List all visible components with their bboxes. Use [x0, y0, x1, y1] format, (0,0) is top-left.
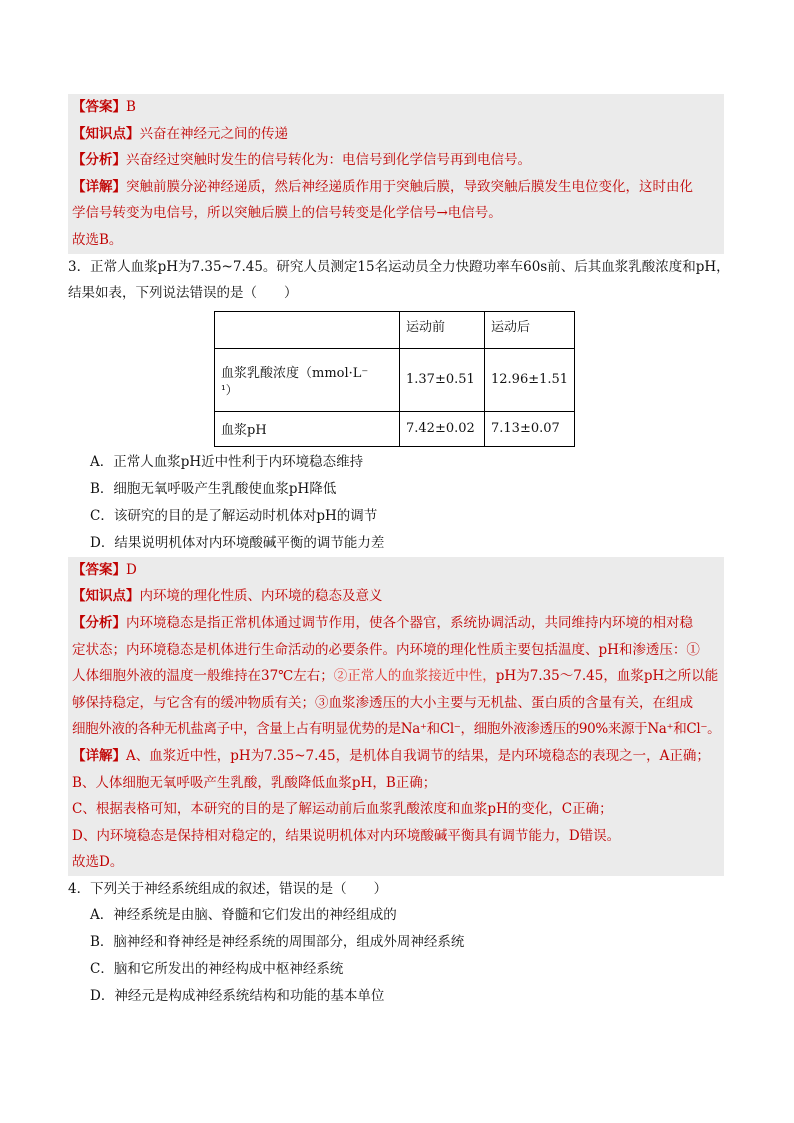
detail-text: A、血浆近中性，pH为7.35~7.45，是机体自我调节的结果，是内环境稳态的表现之一，A正确；: [126, 747, 710, 764]
q3-option-a[interactable]: A．正常人血浆pH近中性利于内环境稳态维持: [90, 453, 364, 470]
analysis-line-4: 够保持稳定，与它含有的缓冲物质有关；③血浆渗透压的大小主要与无机盐、蛋白质的含量有关，在组成: [72, 694, 693, 711]
row-label: 血浆pH: [215, 411, 400, 446]
detail-text: 突触前膜分泌神经递质，然后神经递质作用于突触后膜，导致突触后膜发生电位变化，这时由化: [126, 178, 693, 195]
q2-answer-block: [68, 94, 724, 254]
analysis-line-5: 细胞外液的各种无机盐离子中，含量上占有明显优势的是Na⁺和Cl⁻，细胞外液渗透压的90%来源于Na⁺和Cl⁻。: [72, 721, 721, 738]
q4-option-d[interactable]: D．神经元是构成神经系统结构和功能的基本单位: [90, 988, 385, 1005]
conclusion-line: 故选B。: [72, 231, 123, 248]
row-before-value: 7.42±0.02: [400, 411, 485, 446]
detail-tag: 【详解】: [72, 178, 126, 195]
q4-option-b[interactable]: B．脑神经和脊神经是神经系统的周围部分，组成外周神经系统: [90, 934, 465, 951]
analysis-tag: 【分析】: [72, 614, 126, 631]
detail-line-2: 学信号转变为电信号，所以突触后膜上的信号转变是化学信号→电信号。: [72, 205, 502, 222]
answer-line: [72, 94, 720, 121]
q3-stem-line-1: 3．正常人血浆pH为7.35~7.45。研究人员测定15名运动员全力快蹬功率车60s前、后其血浆乳酸浓度和pH，: [68, 258, 730, 275]
q3-option-b[interactable]: B．细胞无氧呼吸产生乳酸使血浆pH降低: [90, 480, 337, 497]
detail-line-1: [72, 743, 720, 770]
detail-line-4: D、内环境稳态是保持相对稳定的，结果说明机体对内环境酸碱平衡具有调节能力，D错误。: [72, 827, 621, 844]
detail-tag: 【详解】: [72, 747, 126, 764]
analysis-text: 内环境稳态是指正常机体通过调节作用，使各个器官，系统协调活动，共同维持内环境的相对稳: [126, 614, 693, 631]
row-label: [215, 348, 400, 411]
q3-option-d[interactable]: D．结果说明机体对内环境酸碱平衡的调节能力差: [90, 534, 385, 551]
analysis-line-2: 定状态；内环境稳态是机体进行生命活动的必要条件。内环境的理化性质主要包括温度、pH和渗透压：①: [72, 641, 700, 658]
analysis-tag: 【分析】: [72, 152, 126, 169]
q3-answer-block: [68, 557, 724, 876]
knowledge-text: 兴奋在神经元之间的传递: [139, 125, 288, 142]
q4-option-c[interactable]: C．脑和它所发出的神经构成中枢神经系统: [90, 961, 344, 978]
analysis-line: [72, 147, 720, 174]
answer-line: [72, 557, 720, 584]
knowledge-tag: 【知识点】: [72, 125, 140, 142]
table-header-empty: [215, 311, 400, 348]
analysis-line-1: [72, 610, 720, 637]
q3-option-c[interactable]: C．该研究的目的是了解运动时机体对pH的调节: [90, 507, 378, 524]
answer-tag: 【答案】: [72, 561, 126, 578]
table-row: [215, 411, 575, 446]
analysis-text: 兴奋经过突触时发生的信号转化为：电信号到化学信号再到电信号。: [126, 152, 531, 169]
knowledge-tag: 【知识点】: [72, 588, 140, 605]
knowledge-line: [72, 121, 720, 148]
table-row: [215, 348, 575, 411]
q4-stem: 4．下列关于神经系统组成的叙述，错误的是（ ）: [68, 880, 388, 897]
detail-line-2: B、人体细胞无氧呼吸产生乳酸，乳酸降低血浆pH，B正确；: [72, 774, 437, 791]
analysis-segment-highlight: ②正常人的血浆接近中性，: [333, 668, 496, 685]
analysis-segment: pH为7.35～7.45，血浆pH之所以能: [495, 668, 719, 685]
knowledge-line: [72, 583, 720, 610]
knowledge-text: 内环境的理化性质、内环境的稳态及意义: [139, 588, 383, 605]
answer-value: D: [126, 561, 137, 578]
conclusion-line: 故选D。: [72, 854, 124, 871]
table-header-after: 运动后: [485, 311, 575, 348]
analysis-line-3: [72, 663, 720, 690]
analysis-segment: 人体细胞外液的温度一般维持在37℃左右；: [72, 668, 334, 685]
detail-line-1: [72, 174, 720, 201]
answer-tag: 【答案】: [72, 99, 126, 115]
answer-value: B: [126, 99, 136, 115]
row-label-line-1: 血浆乳酸浓度（mmol·L⁻: [221, 365, 369, 381]
q4-option-a[interactable]: A．神经系统是由脑、脊髓和它们发出的神经组成的: [90, 907, 397, 924]
table-header-before: 运动前: [400, 311, 485, 348]
table-header-row: [215, 311, 575, 348]
row-after-value: 7.13±0.07: [485, 411, 575, 446]
row-label-line-2: ¹）: [221, 382, 238, 397]
detail-line-3: C、根据表格可知，本研究的目的是了解运动前后血浆乳酸浓度和血浆pH的变化，C正确；: [72, 801, 613, 818]
row-before-value: 1.37±0.51: [400, 348, 485, 411]
q3-data-table: [214, 311, 575, 447]
document-page: [68, 94, 730, 1010]
q3-stem-line-2: 结果如表，下列说法错误的是（ ）: [68, 285, 298, 302]
row-after-value: 12.96±1.51: [485, 348, 575, 411]
